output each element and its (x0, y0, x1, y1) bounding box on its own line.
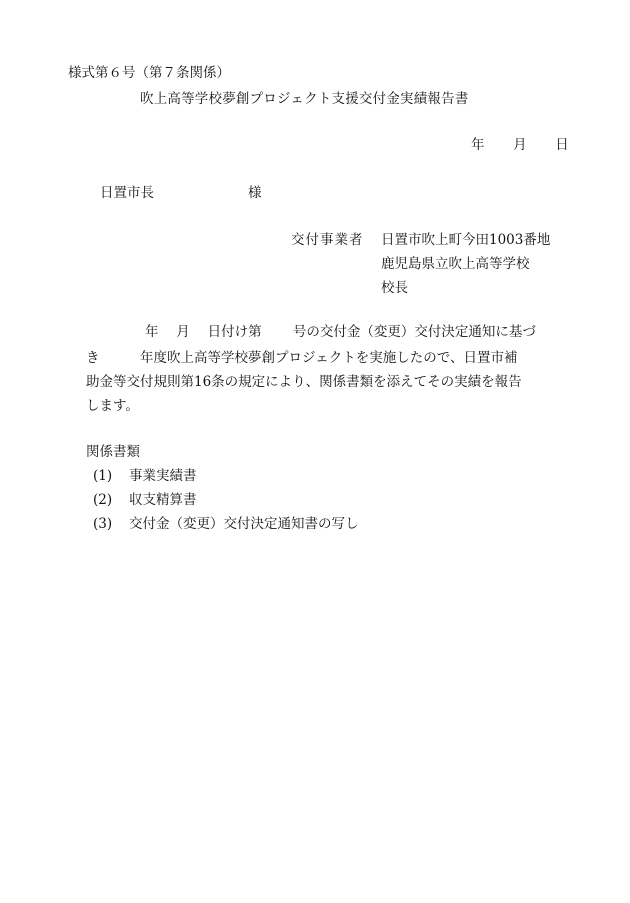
related-document-number: (1) (93, 468, 113, 484)
applicant-organization: 鹿児島県立吹上高等学校 (381, 256, 530, 272)
related-document-label: 交付金（変更）交付決定通知書の写し (129, 516, 359, 532)
related-document-item (93, 515, 359, 533)
related-document-label: 収支精算書 (129, 492, 197, 508)
date-month: 月 (513, 137, 527, 153)
related-documents-heading: 関係書類 (86, 444, 140, 460)
addressee-honorific: 様 (248, 185, 262, 201)
body-line-2: き 年度吹上高等学校夢創プロジェクトを実施したので、日置市補 (86, 350, 518, 366)
related-document-number: (3) (93, 516, 113, 532)
body-line-3: 助金等交付規則第16条の規定により、関係書類を添えてその実績を報告 (86, 374, 522, 390)
addressee-name: 日置市長 (100, 185, 154, 201)
body-line-4: します。 (86, 398, 139, 414)
related-document-label: 事業実績書 (129, 468, 197, 484)
body-line-1: 年 月 日付け第 号の交付金（変更）交付決定通知に基づ (145, 324, 536, 340)
document-title: 吹上高等学校夢創プロジェクト支援交付金実績報告書 (140, 91, 469, 107)
addressee (100, 184, 262, 202)
date-year: 年 (471, 137, 485, 153)
related-document-item (93, 467, 197, 485)
form-number: 様式第６号（第７条関係） (68, 65, 230, 81)
related-document-number: (2) (93, 492, 113, 508)
applicant-title: 校長 (381, 280, 408, 296)
related-document-item (93, 491, 197, 509)
applicant-address: 日置市吹上町今田1003番地 (381, 232, 551, 248)
date-day: 日 (555, 137, 569, 153)
applicant-label: 交付事業者 (291, 232, 364, 248)
date-line (471, 136, 569, 154)
